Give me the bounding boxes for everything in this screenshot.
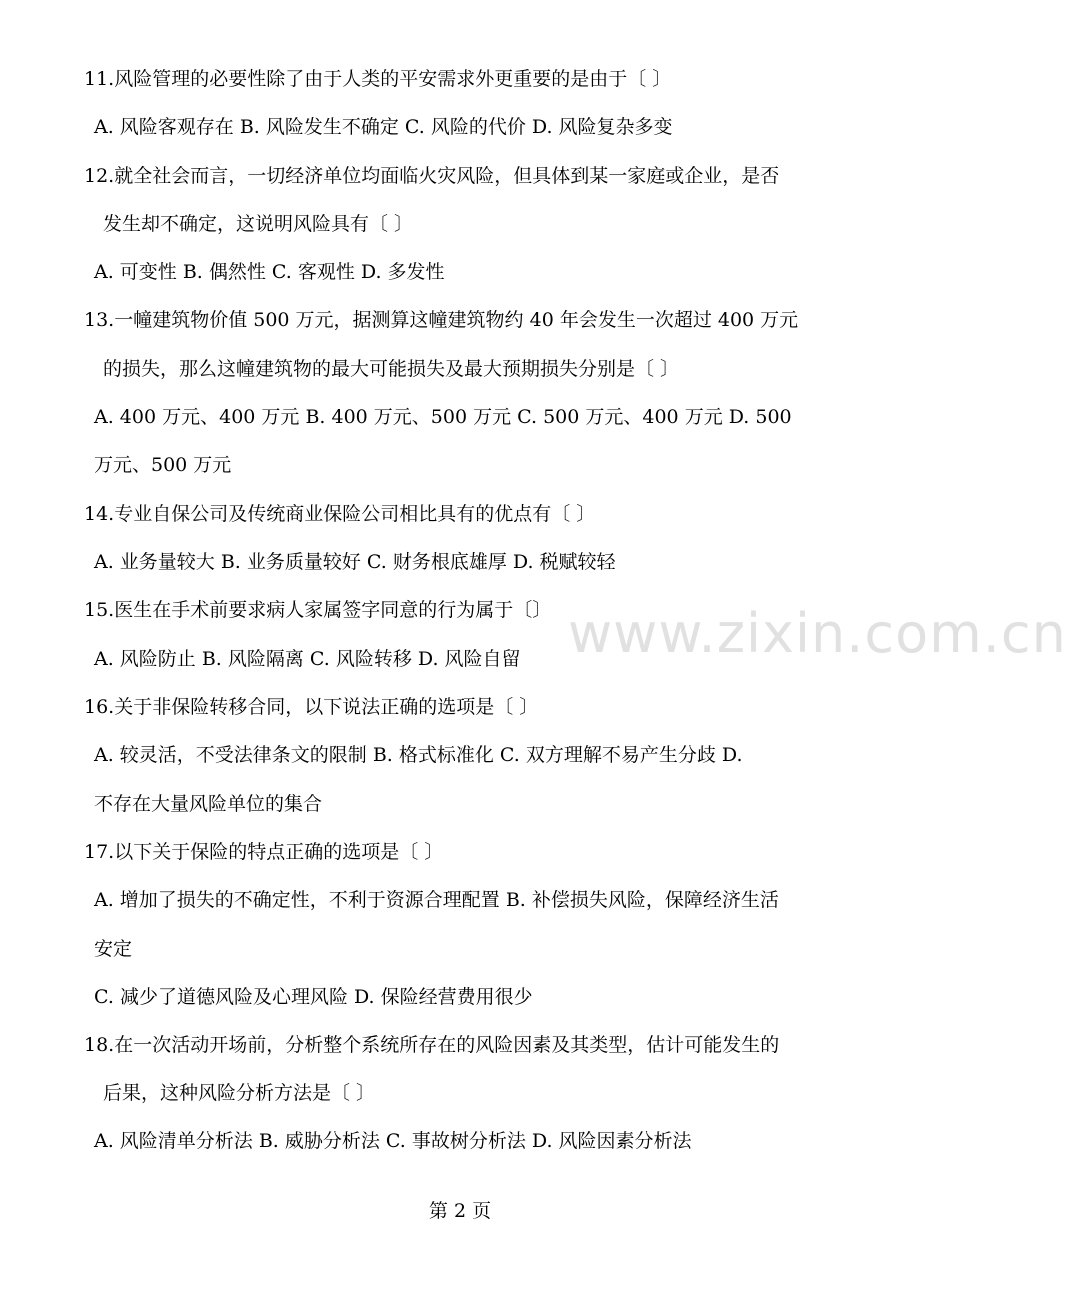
question-16-stem: 16.关于非保险转移合同，以下说法正确的选项是〔 〕 [84, 696, 539, 718]
question-11-stem: 11.风险管理的必要性除了由于人类的平安需求外更重要的是由于〔 〕 [84, 68, 672, 90]
question-15-options: A. 风险防止 B. 风险隔离 C. 风险转移 D. 风险自留 [94, 648, 521, 670]
question-11-options: A. 风险客观存在 B. 风险发生不确定 C. 风险的代价 D. 风险复杂多变 [94, 116, 673, 138]
question-18-options: A. 风险清单分析法 B. 威胁分析法 C. 事故树分析法 D. 风险因素分析法 [94, 1130, 692, 1152]
question-13-stem: 13.一幢建筑物价值 500 万元，据测算这幢建筑物约 40 年会发生一次超过 400 万元 [84, 309, 799, 331]
question-18-stem-continued: 后果，这种风险分析方法是〔 〕 [103, 1082, 376, 1104]
question-14-stem: 14.专业自保公司及传统商业保险公司相比具有的优点有〔 〕 [84, 503, 596, 525]
question-17-options: A. 增加了损失的不确定性，不利于资源合理配置 B. 补偿损失风险，保障经济生活 [94, 889, 779, 911]
question-13-options-continued: 万元、500 万元 [94, 454, 232, 476]
question-12-stem: 12.就全社会而言，一切经济单位均面临火灾风险，但具体到某一家庭或企业，是否 [84, 165, 780, 187]
question-17-options-continued: 安定 [94, 938, 133, 960]
question-12-options: A. 可变性 B. 偶然性 C. 客观性 D. 多发性 [94, 261, 445, 283]
question-13-stem-continued: 的损失，那么这幢建筑物的最大可能损失及最大预期损失分别是〔 〕 [103, 358, 680, 380]
question-12-stem-continued: 发生却不确定，这说明风险具有〔 〕 [103, 213, 414, 235]
question-15-stem: 15.医生在手术前要求病人家属签字同意的行为属于〔〕 [84, 599, 552, 621]
question-16-options: A. 较灵活，不受法律条文的限制 B. 格式标准化 C. 双方理解不易产生分歧 D. [94, 744, 743, 766]
question-17-stem: 17.以下关于保险的特点正确的选项是〔 〕 [84, 841, 444, 863]
question-14-options: A. 业务量较大 B. 业务质量较好 C. 财务根底雄厚 D. 税赋较轻 [94, 551, 616, 573]
question-18-stem: 18.在一次活动开场前，分析整个系统所存在的风险因素及其类型，估计可能发生的 [84, 1034, 780, 1056]
question-13-options: A. 400 万元、400 万元 B. 400 万元、500 万元 C. 500 万元、400 万元 D. 500 [94, 406, 792, 428]
question-16-options-continued: 不存在大量风险单位的集合 [94, 793, 323, 815]
watermark: www.zixin.com.cn [568, 602, 1067, 665]
question-17-options-second: C. 减少了道德风险及心理风险 D. 保险经营费用很少 [94, 986, 533, 1008]
page-number: 第 2 页 [428, 1200, 492, 1222]
